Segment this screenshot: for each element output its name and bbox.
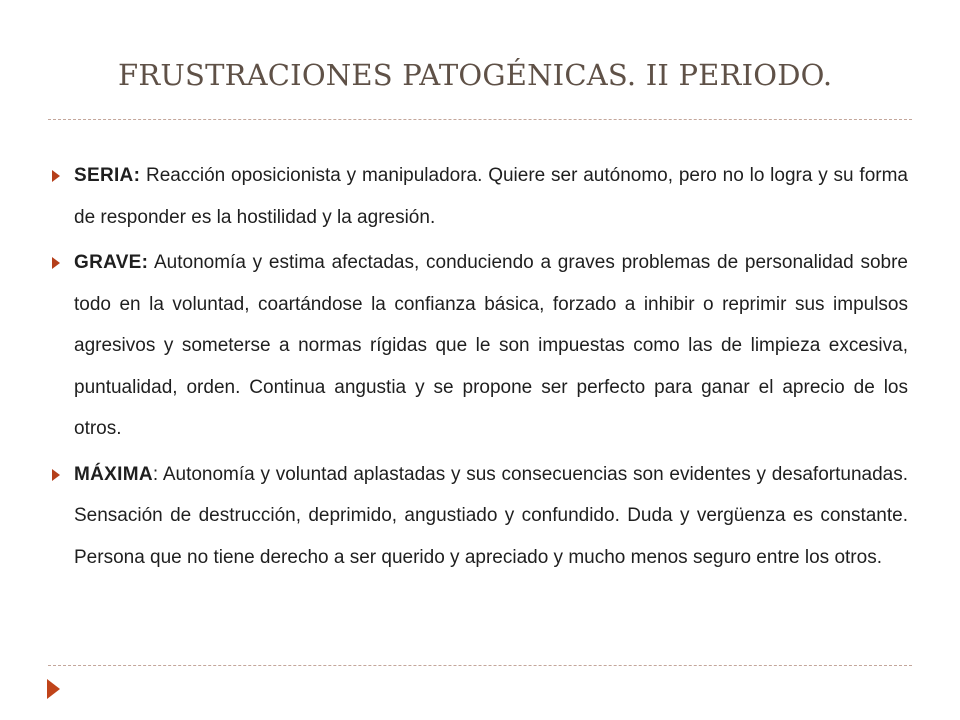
item-term: SERIA:	[74, 165, 141, 186]
item-text: Autonomía y estima afectadas, conduciendo a graves problemas de personalidad sobre todo en la voluntad, coartándose la confianza básica, forzado a inhibir o reprimir sus impulsos agresivos y someterse a normas rígidas que le son impuestas como las de limpieza excesiva, puntualidad, orden. Continua angustia y se propone ser perfecto para ganar el aprecio de los otros.	[74, 252, 908, 439]
triangle-right-icon	[52, 170, 60, 182]
bullet-item-seria	[46, 155, 908, 238]
bullet-list	[46, 155, 908, 582]
item-text: : Autonomía y voluntad aplastadas y sus consecuencias son evidentes y desafortunadas. Sensación de destrucción, deprimido, angustiado y confundido. Duda y vergüenza es constante. Persona que no tiene derecho a ser querido y apreciado y mucho menos seguro entre los otros.	[74, 463, 908, 568]
triangle-right-icon	[52, 469, 60, 481]
title-divider	[48, 119, 912, 120]
bullet-item-maxima	[46, 454, 908, 579]
item-term: GRAVE:	[74, 252, 149, 273]
item-term: MÁXIMA	[74, 463, 153, 485]
bullet-item-grave	[46, 242, 908, 450]
triangle-right-icon	[52, 257, 60, 269]
play-arrow-icon	[47, 679, 60, 699]
slide-title: FRUSTRACIONES PATOGÉNICAS. II PERIODO.	[118, 58, 833, 92]
item-text: Reacción oposicionista y manipuladora. Quiere ser autónomo, pero no lo logra y su forma de responder es la hostilidad y la agresión.	[74, 165, 908, 228]
footer-divider	[48, 665, 912, 666]
